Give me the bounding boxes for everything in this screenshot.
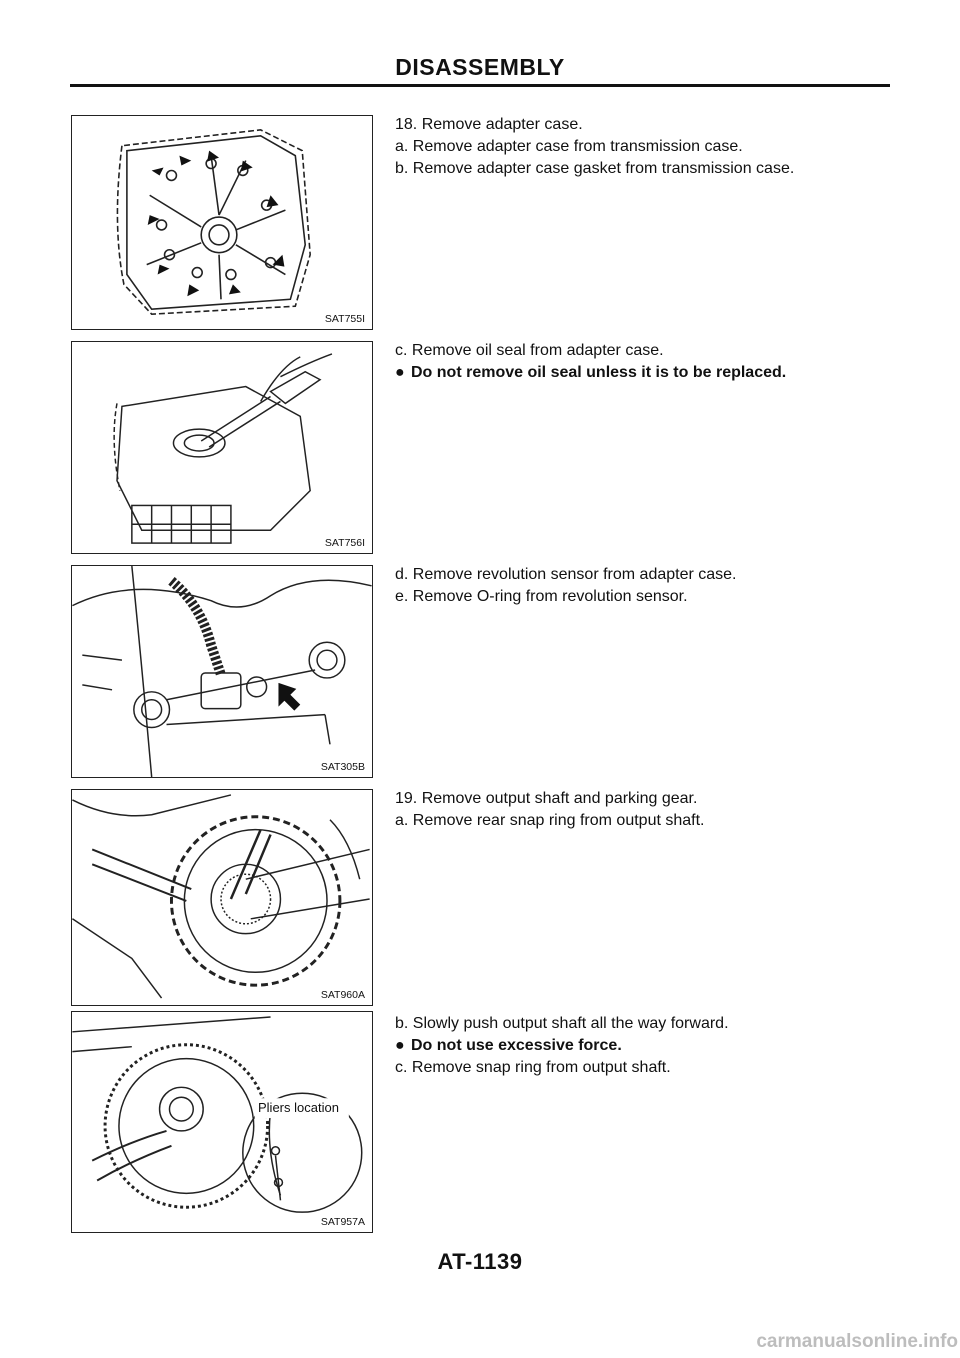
step-text-block	[395, 114, 895, 180]
step-text-block	[395, 788, 895, 832]
title-rule	[70, 84, 890, 87]
figure-code: SAT305B	[320, 761, 365, 773]
figure-code: SAT957A	[320, 1216, 365, 1228]
figure-rear-snap-ring	[71, 789, 373, 1006]
bullet-icon: ●	[395, 364, 405, 381]
figure-code: SAT756I	[324, 537, 365, 549]
bullet-icon: ●	[395, 1037, 405, 1054]
pliers-location-label: Pliers location	[258, 1100, 339, 1115]
caution-text: Do not use excessive force.	[411, 1037, 622, 1054]
adapter-case-illustration	[72, 116, 372, 329]
revolution-sensor-illustration	[72, 566, 372, 777]
caution-line	[395, 1035, 895, 1057]
figure-output-shaft	[71, 1011, 373, 1233]
watermark[interactable]: carmanualsonline.info	[756, 1331, 958, 1352]
output-shaft-illustration	[72, 1012, 372, 1232]
step-line: c. Remove oil seal from adapter case.	[395, 342, 664, 359]
step-line: 19. Remove output shaft and parking gear.	[395, 790, 698, 807]
figure-revolution-sensor	[71, 565, 373, 778]
oil-seal-illustration	[72, 342, 372, 553]
step-line: b. Remove adapter case gasket from transmission case.	[395, 160, 795, 177]
caution-line	[395, 362, 895, 384]
figure-adapter-case	[71, 115, 373, 330]
page-number: AT-1139	[437, 1249, 523, 1274]
caution-text: Do not remove oil seal unless it is to be replaced.	[411, 364, 787, 381]
page-title: DISASSEMBLY	[395, 54, 565, 80]
figure-code: SAT960A	[320, 989, 365, 1001]
rear-snap-ring-illustration	[72, 790, 372, 1005]
step-text-block	[395, 564, 895, 608]
step-line: b. Slowly push output shaft all the way forward.	[395, 1015, 729, 1032]
figure-code: SAT755I	[324, 313, 365, 325]
figure-oil-seal	[71, 341, 373, 554]
step-text-block	[395, 340, 895, 384]
step-line: c. Remove snap ring from output shaft.	[395, 1059, 671, 1076]
step-line: d. Remove revolution sensor from adapter case.	[395, 566, 737, 583]
step-text-block	[395, 1013, 895, 1079]
step-line: a. Remove rear snap ring from output shaft.	[395, 812, 705, 829]
step-line: 18. Remove adapter case.	[395, 116, 583, 133]
step-line: a. Remove adapter case from transmission case.	[395, 138, 743, 155]
step-line: e. Remove O-ring from revolution sensor.	[395, 588, 688, 605]
